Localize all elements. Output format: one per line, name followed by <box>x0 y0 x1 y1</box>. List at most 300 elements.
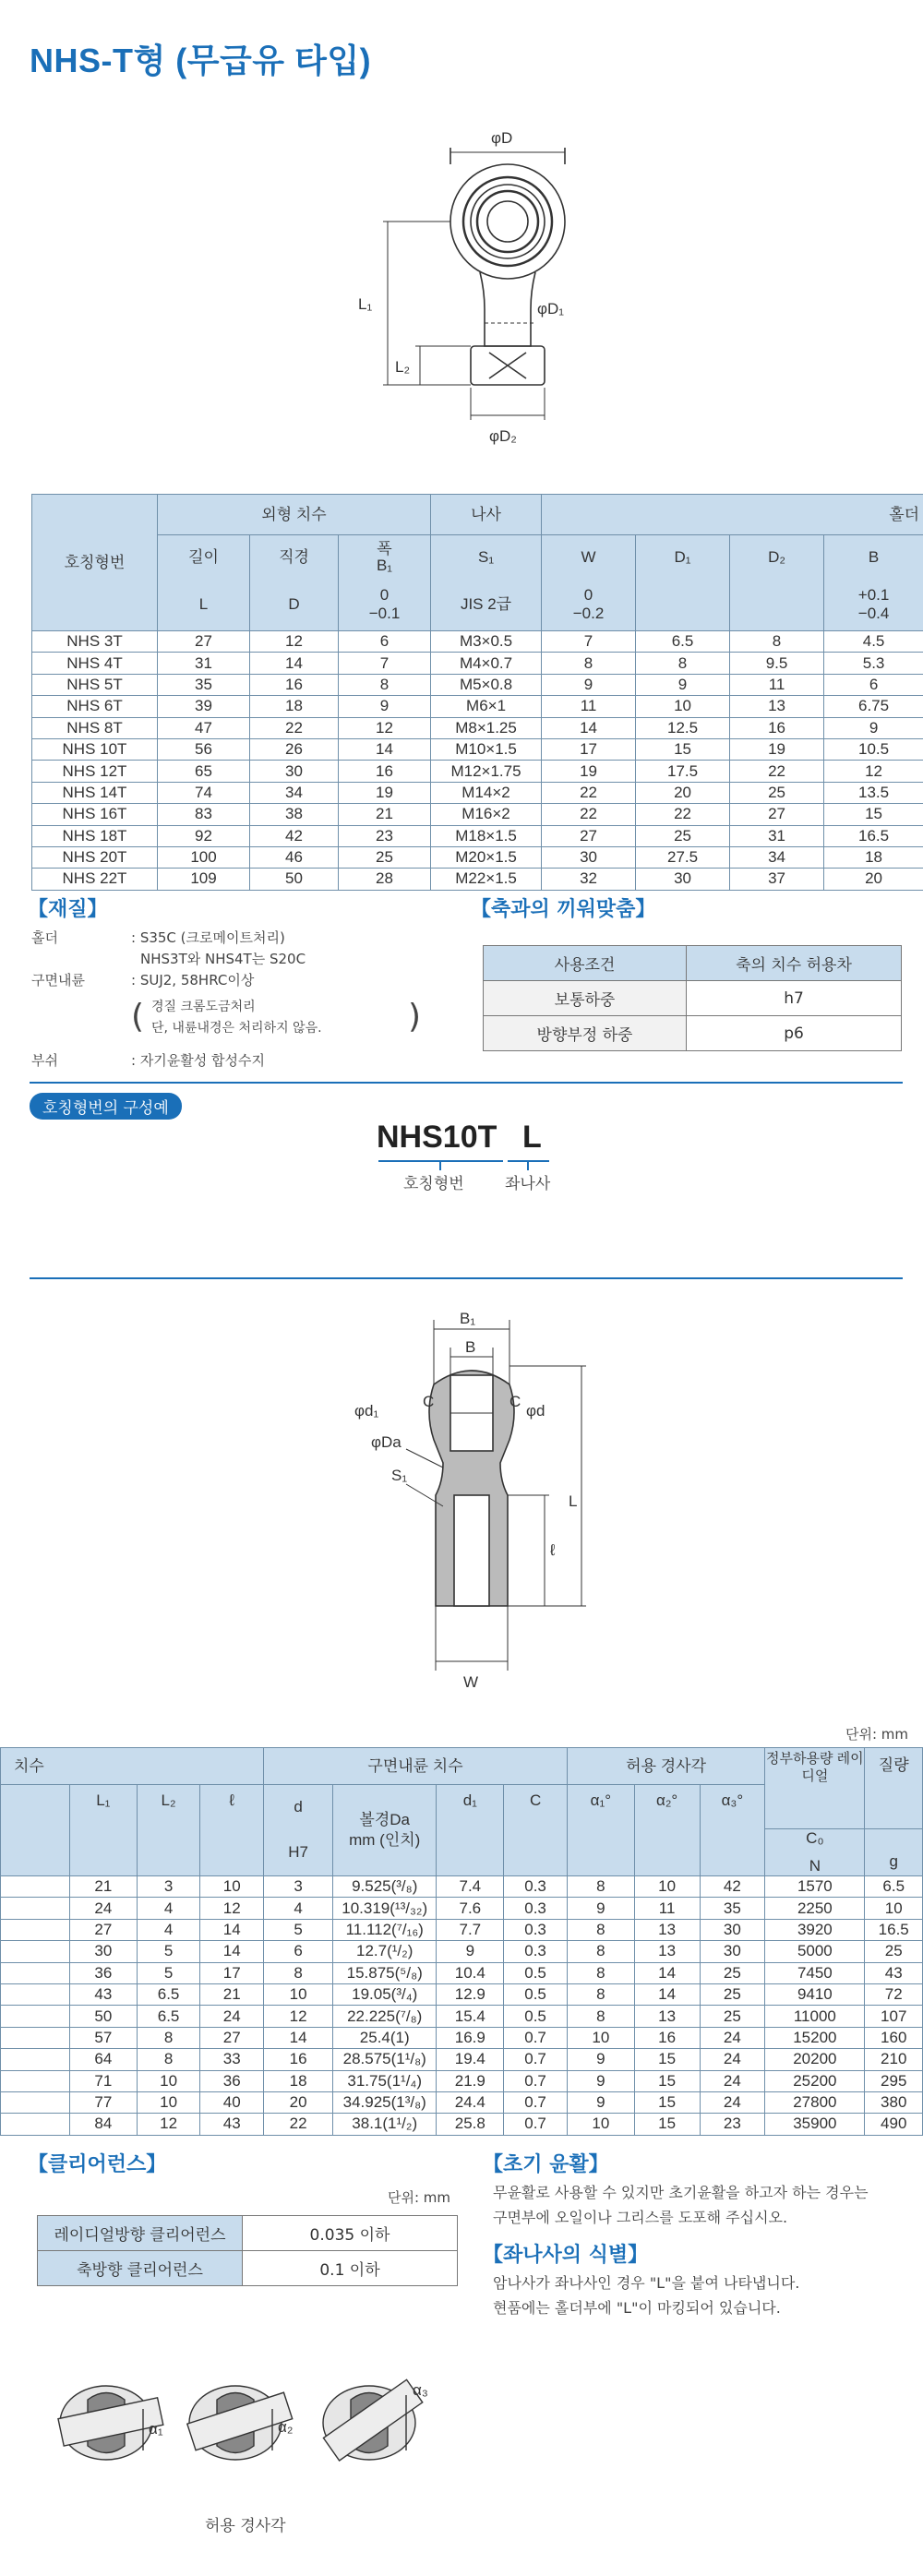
table-cell: 92 <box>158 825 250 846</box>
table-cell: 25 <box>730 782 824 803</box>
table-cell: 23 <box>339 825 431 846</box>
table-cell: 8 <box>636 653 730 674</box>
th-L2: L₂ <box>137 1785 200 1876</box>
th-W-tol1: 0 <box>583 586 593 605</box>
table-cell: 20 <box>264 2091 333 2113</box>
table-cell <box>1 1941 70 1962</box>
table-cell: 36 <box>200 2070 264 2091</box>
fit-condition: 보통하중 <box>484 981 687 1016</box>
material-label: 홀더 <box>31 929 58 946</box>
table-cell: 57 <box>69 2027 137 2048</box>
table-row <box>32 631 923 653</box>
table-row <box>1 1919 923 1940</box>
table-cell: 9410 <box>765 1983 865 2005</box>
table-cell <box>1 2091 70 2113</box>
table-cell: 0.7 <box>504 2114 568 2135</box>
table-cell <box>1 1876 70 1898</box>
table-cell: 34.925(1³/₈) <box>333 2091 437 2113</box>
alpha1-label: α₁ <box>149 2420 163 2438</box>
table-row <box>1 1941 923 1962</box>
table-cell: 160 <box>865 2027 923 2048</box>
table-cell: 27 <box>542 825 636 846</box>
table-cell: 9 <box>567 2091 634 2113</box>
table-cell: 47 <box>158 717 250 738</box>
dim-B-label: B <box>465 1338 476 1356</box>
table-cell: 24 <box>69 1898 137 1919</box>
table-cell: 31 <box>158 653 250 674</box>
dim-d-label: φd <box>526 1402 545 1420</box>
table-row <box>1 2070 923 2091</box>
table-cell: 20200 <box>765 2049 865 2070</box>
table-row <box>32 738 923 760</box>
table-cell: M12×1.75 <box>431 761 542 782</box>
material-label: 부쉬 <box>31 1052 58 1069</box>
table-cell: 15 <box>824 804 923 825</box>
table-cell: 30 <box>636 869 730 890</box>
table-cell: 14 <box>200 1941 264 1962</box>
table-cell: 9 <box>567 1898 634 1919</box>
th-C: C <box>504 1785 568 1876</box>
rod-end-drawing <box>342 102 618 452</box>
table-cell: 13 <box>634 2006 700 2027</box>
th-width-tol2: −0.1 <box>368 605 401 623</box>
dim-W-label: W <box>463 1673 479 1691</box>
table-cell: 3 <box>264 1876 333 1898</box>
table-cell: 14 <box>200 1919 264 1940</box>
table-cell: 12 <box>200 1898 264 1919</box>
table-cell: 56 <box>158 738 250 760</box>
table-cell: 0.7 <box>504 2027 568 2048</box>
page-title: NHS-T형 (무급유 타입) <box>30 42 372 79</box>
table-cell: 12.9 <box>437 1983 504 2005</box>
table-cell: 16.9 <box>437 2027 504 2048</box>
table-cell: 14 <box>634 1962 700 1983</box>
th-thread-std: JIS 2급 <box>431 580 542 631</box>
table-cell: M10×1.5 <box>431 738 542 760</box>
designation-model: NHS10T <box>377 1120 497 1155</box>
table-cell: 17.5 <box>636 761 730 782</box>
dim-S1-label: S₁ <box>391 1467 408 1484</box>
table-cell: 19.05(³/₄) <box>333 1983 437 2005</box>
table-cell: 7.4 <box>437 1876 504 1898</box>
table-cell: 8 <box>339 674 431 695</box>
table-cell: 15 <box>634 2091 700 2113</box>
clearance-type: 축방향 클리어런스 <box>38 2251 243 2286</box>
dim-B1-label: B₁ <box>460 1310 476 1327</box>
fit-col2: 축의 치수 허용차 <box>687 946 902 981</box>
table-cell: 31.75(1¹/₄) <box>333 2070 437 2091</box>
th-W: W <box>542 535 636 580</box>
table-cell: 16 <box>339 761 431 782</box>
table-cell: 21 <box>200 1983 264 2005</box>
table-cell: 11 <box>730 674 824 695</box>
table-cell: NHS 22T <box>32 869 158 890</box>
dimension-table-holder <box>31 494 923 891</box>
fit-heading: 【축과의 끼워맞춤】 <box>471 898 656 921</box>
table-cell: 11 <box>634 1898 700 1919</box>
table-cell <box>1 2114 70 2135</box>
th-D2: D₂ <box>730 535 824 580</box>
table-cell: 13 <box>634 1941 700 1962</box>
table-cell: 9.525(³/₈) <box>333 1876 437 1898</box>
table-row <box>1 2027 923 2048</box>
table-cell: 17 <box>200 1962 264 1983</box>
table-cell: 9 <box>437 1941 504 1962</box>
th-model: 호칭형번 <box>32 495 158 631</box>
table-cell: 30 <box>250 761 339 782</box>
table-cell: 14 <box>264 2027 333 2048</box>
clearance-type: 레이디얼방향 클리어런스 <box>38 2216 243 2251</box>
lube-heading: 【초기 윤활】 <box>483 2153 609 2176</box>
table-row <box>1 1983 923 2005</box>
table-cell: 10 <box>137 2091 200 2113</box>
table-cell: 1570 <box>765 1876 865 1898</box>
table-cell: 18 <box>264 2070 333 2091</box>
table-cell: 25 <box>700 1962 765 1983</box>
table-cell: 35 <box>158 674 250 695</box>
th-a2: α₂° <box>634 1785 700 1876</box>
table-cell: 10 <box>567 2027 634 2048</box>
clearance-unit: 단위: mm <box>388 2189 451 2206</box>
left-thread-heading: 【좌나사의 식별】 <box>483 2244 649 2267</box>
lube-text-line: 구면부에 오일이나 그리스를 도포해 주십시오. <box>493 2209 788 2226</box>
table-cell: 5.3 <box>824 653 923 674</box>
table-cell: 10 <box>137 2070 200 2091</box>
material-value: 경질 크롬도금처리 <box>151 1000 256 1014</box>
table-cell: 100 <box>158 846 250 868</box>
table-cell: 12 <box>339 717 431 738</box>
table-cell: 38.1(1¹/₂) <box>333 2114 437 2135</box>
th-dims: 치수 <box>1 1748 264 1785</box>
table-cell: 9 <box>567 2070 634 2091</box>
table-cell: 14 <box>339 738 431 760</box>
table-cell: NHS 6T <box>32 696 158 717</box>
table-cell: 28.575(1¹/₈) <box>333 2049 437 2070</box>
th-g: g <box>865 1829 923 1876</box>
th-l: ℓ <box>200 1785 264 1876</box>
dim-C-left-label: C <box>423 1393 435 1410</box>
table-cell: 21 <box>339 804 431 825</box>
table-cell: M22×1.5 <box>431 869 542 890</box>
table-cell: 27 <box>200 2027 264 2048</box>
table-cell: 9 <box>824 717 923 738</box>
table-cell: 8 <box>137 2027 200 2048</box>
table-cell: 22 <box>542 782 636 803</box>
table-cell: 20 <box>824 869 923 890</box>
table-cell: 6.5 <box>137 1983 200 2005</box>
th-radial-load: 정부하용량 레이디얼 <box>765 1748 865 1829</box>
table-cell: 10.319(¹³/₃₂) <box>333 1898 437 1919</box>
fit-condition: 방향부정 하중 <box>484 1016 687 1051</box>
table-cell: 9 <box>567 2049 634 2070</box>
table-cell: 3 <box>137 1876 200 1898</box>
table-cell: 0.5 <box>504 2006 568 2027</box>
table-cell: 9 <box>636 674 730 695</box>
table-cell: 37 <box>730 869 824 890</box>
table-cell: 15.4 <box>437 2006 504 2027</box>
table-cell: M6×1 <box>431 696 542 717</box>
table-cell: 77 <box>69 2091 137 2113</box>
dim-D-label: φD <box>491 129 513 147</box>
material-value: 단, 내륜내경은 처리하지 않음. <box>151 1021 322 1036</box>
table-row <box>32 761 923 782</box>
table-cell: M8×1.25 <box>431 717 542 738</box>
th-width-tol1: 0 <box>379 586 390 605</box>
table-cell: 16.5 <box>824 825 923 846</box>
clearance-value: 0.035 이하 <box>243 2216 458 2251</box>
table-cell: 25 <box>700 2006 765 2027</box>
table-cell: 8 <box>730 631 824 653</box>
table-cell: 11.112(⁷/₁₆) <box>333 1919 437 1940</box>
table-cell <box>1 1898 70 1919</box>
table-row <box>32 869 923 890</box>
table-cell: 22 <box>636 804 730 825</box>
table-row <box>32 653 923 674</box>
table-row <box>1 2049 923 2070</box>
table-cell <box>1 1919 70 1940</box>
table-cell: 0.5 <box>504 1962 568 1983</box>
section-drawing <box>351 1301 591 1717</box>
dim-L-label: L <box>569 1492 578 1510</box>
table-cell: 30 <box>69 1941 137 1962</box>
table-cell: 31 <box>730 825 824 846</box>
table-cell: 19.4 <box>437 2049 504 2070</box>
table-cell: 35 <box>700 1898 765 1919</box>
table-cell: 40 <box>200 2091 264 2113</box>
table-cell: 19 <box>730 738 824 760</box>
table-cell: 107 <box>865 2006 923 2027</box>
table-cell: 0.7 <box>504 2070 568 2091</box>
table-cell: 15200 <box>765 2027 865 2048</box>
th-C0-unit: N <box>809 1857 821 1875</box>
th-C0: C₀ <box>806 1829 824 1847</box>
table-cell: 6 <box>339 631 431 653</box>
table-cell: 34 <box>250 782 339 803</box>
table-row <box>32 825 923 846</box>
th-inner: 구면내륜 치수 <box>264 1748 568 1785</box>
table-cell: 10 <box>634 1876 700 1898</box>
th-a1: α₁° <box>567 1785 634 1876</box>
table-cell: 16 <box>634 2027 700 2048</box>
table-cell: 24 <box>700 2070 765 2091</box>
table-cell <box>1 1962 70 1983</box>
table-cell: 7 <box>339 653 431 674</box>
table-cell: NHS 12T <box>32 761 158 782</box>
table-cell: 18 <box>824 846 923 868</box>
th-D1: D₁ <box>636 535 730 580</box>
th-outer: 외형 치수 <box>158 495 431 535</box>
table-cell: 5 <box>137 1941 200 1962</box>
table-cell: 27 <box>158 631 250 653</box>
dim-L1-label: L₁ <box>358 295 373 313</box>
table-cell: 16 <box>730 717 824 738</box>
table-cell: 43 <box>865 1962 923 1983</box>
table-cell: 6.5 <box>137 2006 200 2027</box>
table-cell: 8 <box>567 1876 634 1898</box>
material-value: : S35C (크로메이트처리) <box>131 929 285 946</box>
table-cell: 50 <box>250 869 339 890</box>
material-value: : 자기윤활성 합성수지 <box>131 1052 266 1069</box>
table-cell: 7450 <box>765 1962 865 1983</box>
table-row <box>32 782 923 803</box>
left-thread-text <box>493 2270 917 2320</box>
table-cell: 7 <box>542 631 636 653</box>
table-cell: 24 <box>700 2049 765 2070</box>
clearance-heading: 【클리어런스】 <box>28 2153 167 2176</box>
table-row <box>32 804 923 825</box>
table-cell: M3×0.5 <box>431 631 542 653</box>
fit-tolerance: h7 <box>687 981 902 1016</box>
table-cell: 15.875(⁵/₈) <box>333 1962 437 1983</box>
fit-tolerance: p6 <box>687 1016 902 1051</box>
materials-heading: 【재질】 <box>28 898 108 921</box>
table-cell: NHS 18T <box>32 825 158 846</box>
table-cell: 42 <box>250 825 339 846</box>
table-cell: 34 <box>730 846 824 868</box>
table-cell: 22.225(⁷/₈) <box>333 2006 437 2027</box>
table-cell: 4 <box>137 1898 200 1919</box>
table-row <box>1 1876 923 1898</box>
table-cell <box>1 2027 70 2048</box>
dim-l-label: ℓ <box>550 1541 556 1559</box>
table-cell: 14 <box>250 653 339 674</box>
table-cell: 35900 <box>765 2114 865 2135</box>
table-cell <box>1 2006 70 2027</box>
th-d1: d₁ <box>437 1785 504 1876</box>
th-B-tol1: +0.1 <box>857 586 890 605</box>
table-cell: 20 <box>636 782 730 803</box>
table-cell: 64 <box>69 2049 137 2070</box>
table-cell: 25 <box>865 1941 923 1962</box>
th-length-sym: L <box>158 580 250 631</box>
th-B: B <box>824 535 923 580</box>
table-cell: 210 <box>865 2049 923 2070</box>
th-a3: α₃° <box>700 1785 765 1876</box>
table-cell: M14×2 <box>431 782 542 803</box>
table-cell: 72 <box>865 1983 923 2005</box>
table-cell: 0.7 <box>504 2049 568 2070</box>
designation-suffix: L <box>522 1120 542 1155</box>
table-cell: NHS 10T <box>32 738 158 760</box>
th-d-tol: H7 <box>264 1829 333 1876</box>
table-row <box>1 1962 923 1983</box>
clearance-value: 0.1 이하 <box>243 2251 458 2286</box>
table-cell: 6 <box>824 674 923 695</box>
table-cell: 65 <box>158 761 250 782</box>
table-cell: 24.4 <box>437 2091 504 2113</box>
table-cell: 27800 <box>765 2091 865 2113</box>
table-cell: 10 <box>200 1876 264 1898</box>
dim-d1-label: φd₁ <box>354 1402 379 1420</box>
table-cell: 38 <box>250 804 339 825</box>
table-cell: 0.3 <box>504 1898 568 1919</box>
table-cell: 10.5 <box>824 738 923 760</box>
table-cell: 9 <box>542 674 636 695</box>
table-cell: M18×1.5 <box>431 825 542 846</box>
table-cell: 22 <box>730 761 824 782</box>
table-cell: 10 <box>264 1983 333 2005</box>
th-W-tol2: −0.2 <box>572 605 605 623</box>
table-cell: 12 <box>250 631 339 653</box>
table-cell: NHS 3T <box>32 631 158 653</box>
table-row <box>32 717 923 738</box>
table-cell: M5×0.8 <box>431 674 542 695</box>
th-B-tol2: −0.4 <box>857 605 890 623</box>
table-cell: 380 <box>865 2091 923 2113</box>
th-angle: 허용 경사각 <box>567 1748 764 1785</box>
table-cell: 39 <box>158 696 250 717</box>
material-value: NHS3T와 NHS4T는 S20C <box>140 951 306 967</box>
table-cell: 12 <box>137 2114 200 2135</box>
table-cell: 8 <box>542 653 636 674</box>
table-cell: 27 <box>69 1919 137 1940</box>
table-cell: 25 <box>700 1983 765 2005</box>
table-cell: 32 <box>542 869 636 890</box>
table-cell: 0.3 <box>504 1876 568 1898</box>
table-cell: 33 <box>200 2049 264 2070</box>
table-cell: 7.7 <box>437 1919 504 1940</box>
table-cell: NHS 20T <box>32 846 158 868</box>
lube-text-line: 무윤활로 사용할 수 있지만 초기윤활을 하고자 하는 경우는 <box>493 2184 869 2201</box>
table-cell: 4 <box>137 1919 200 1940</box>
table-cell: 6 <box>264 1941 333 1962</box>
table-cell: 28 <box>339 869 431 890</box>
table-cell: 0.7 <box>504 2091 568 2113</box>
table-cell: 9 <box>339 696 431 717</box>
table-cell: NHS 8T <box>32 717 158 738</box>
table-cell: 22 <box>264 2114 333 2135</box>
fit-col1: 사용조건 <box>484 946 687 981</box>
table-cell: M20×1.5 <box>431 846 542 868</box>
th-Da-unit: mm (인치) <box>349 1831 421 1849</box>
table-cell: 23 <box>700 2114 765 2135</box>
table-cell: 74 <box>158 782 250 803</box>
table-cell: 12.5 <box>636 717 730 738</box>
table-cell: 24 <box>700 2091 765 2113</box>
table-cell <box>1 2049 70 2070</box>
table-cell: 22 <box>250 717 339 738</box>
table-cell: 16.5 <box>865 1919 923 1940</box>
material-label: 구면내륜 <box>31 972 85 988</box>
table-cell: 2250 <box>765 1898 865 1919</box>
table-cell: 8 <box>567 1983 634 2005</box>
table-cell: 14 <box>542 717 636 738</box>
table-cell: 21.9 <box>437 2070 504 2091</box>
table-cell: 4.5 <box>824 631 923 653</box>
table-cell: 7.6 <box>437 1898 504 1919</box>
table-cell: 16 <box>264 2049 333 2070</box>
th-holder: 홀더 <box>542 495 923 535</box>
table-cell: 19 <box>542 761 636 782</box>
table-cell: 25.4(1) <box>333 2027 437 2048</box>
table-cell: 15 <box>634 2070 700 2091</box>
table-cell: 8 <box>567 1919 634 1940</box>
table-cell: NHS 16T <box>32 804 158 825</box>
table-cell: NHS 14T <box>32 782 158 803</box>
th-L1: L₁ <box>69 1785 137 1876</box>
table2-unit: 단위: mm <box>845 1726 909 1743</box>
table-cell: 24 <box>200 2006 264 2027</box>
th-thread: 나사 <box>431 495 542 535</box>
table-cell: 6.75 <box>824 696 923 717</box>
table-cell: 71 <box>69 2070 137 2091</box>
dimension-table-inner <box>0 1747 923 2136</box>
table-cell: 36 <box>69 1962 137 1983</box>
table-cell: 11 <box>542 696 636 717</box>
table-cell: 10 <box>636 696 730 717</box>
table-cell: 26 <box>250 738 339 760</box>
table-row <box>32 846 923 868</box>
